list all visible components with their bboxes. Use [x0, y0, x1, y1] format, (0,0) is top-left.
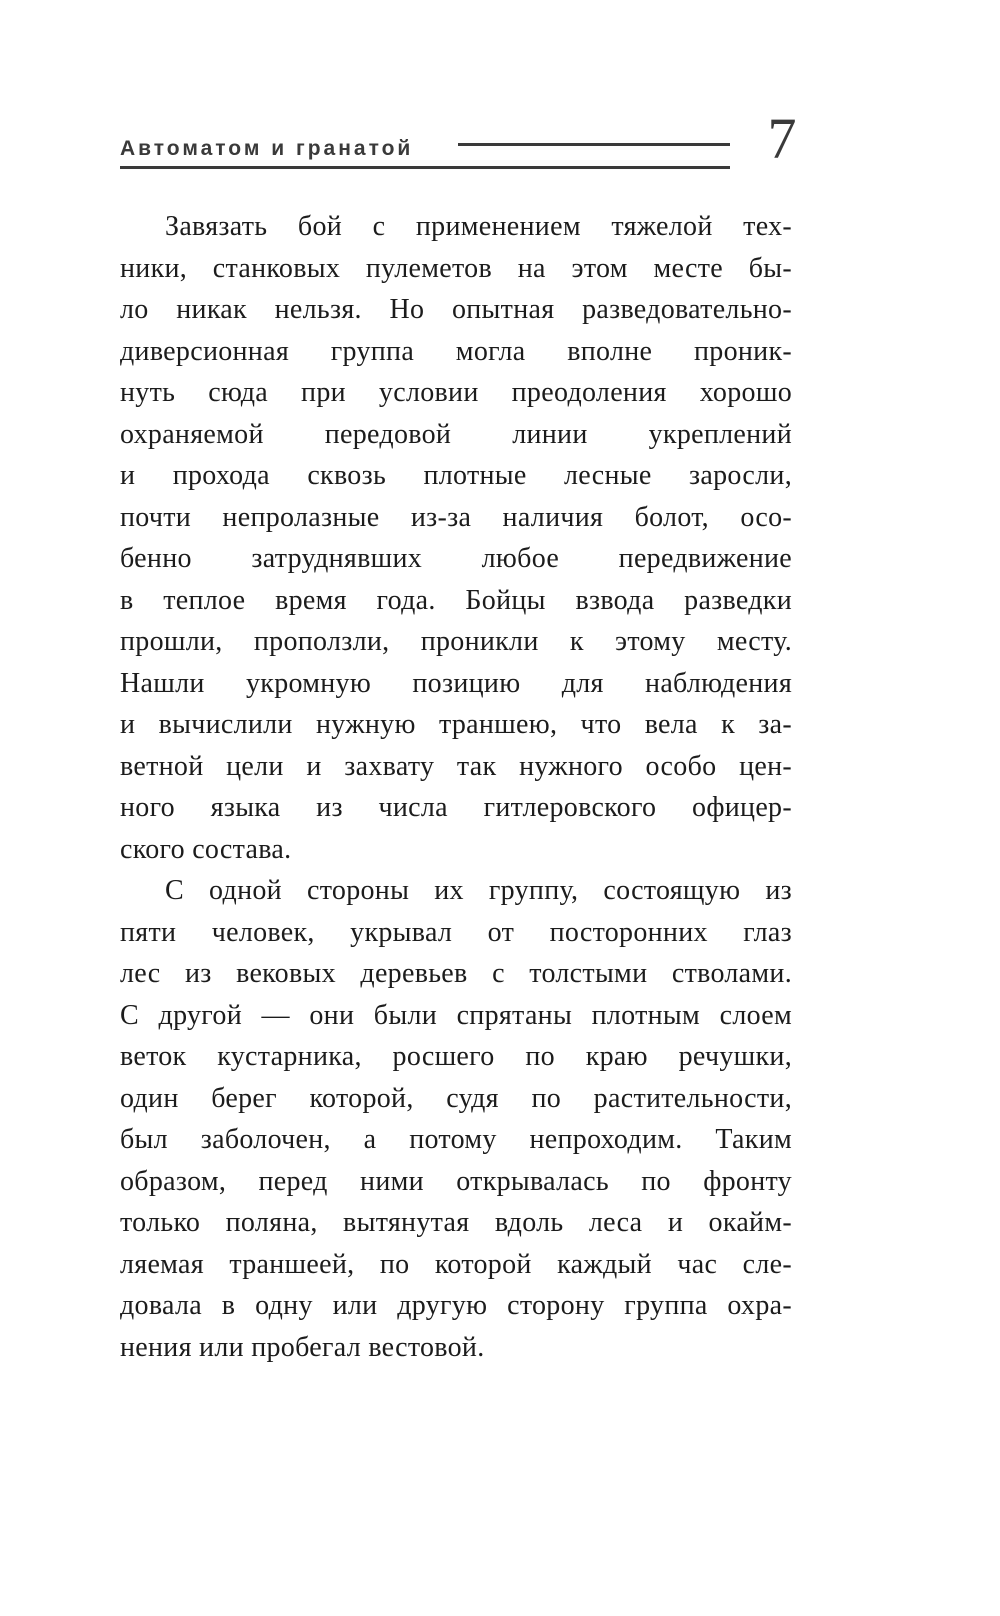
text-line: и вычислили нужную траншею, что вела к за-: [120, 709, 792, 740]
body-text: [120, 206, 792, 1368]
running-title: Автоматом и гранатой: [120, 137, 414, 160]
text-line: веток кустарника, росшего по краю речушки,: [120, 1041, 792, 1072]
text-line: нения или пробегал вестовой.: [120, 1331, 485, 1363]
paragraph: [120, 206, 792, 870]
text-line: нуть сюда при условии преодоления хорошо: [120, 377, 792, 408]
page-number: 7: [767, 106, 797, 171]
text-line: С одной стороны их группу, состоящую из: [165, 875, 792, 906]
text-line: ветной цели и захвату так нужного особо цен-: [120, 750, 792, 782]
text-line: прошли, проползли, проникли к этому месту.: [120, 626, 792, 657]
text-line: лес из вековых деревьев с толстыми стволами.: [120, 958, 792, 989]
header-rule-top: [458, 143, 730, 146]
text-line: почти непролазные из-за наличия болот, осо-: [120, 501, 792, 533]
text-line: охраняемой передовой линии укреплений: [120, 418, 792, 450]
text-line: С другой — они были спрятаны плотным слоем: [120, 999, 792, 1031]
text-line: Завязать бой с применением тяжелой тех-: [165, 211, 792, 242]
text-line: ники, станковых пулеметов на этом месте бы-: [120, 252, 792, 284]
text-line: только поляна, вытянутая вдоль леса и окайм-: [120, 1207, 792, 1238]
text-line: пяти человек, укрывал от посторонних глаз: [120, 916, 792, 948]
paragraph: [120, 870, 792, 1368]
text-line: ского состава.: [120, 833, 292, 865]
text-line: ного языка из числа гитлеровского офицер-: [120, 792, 792, 823]
text-line: и прохода сквозь плотные лесные заросли,: [120, 460, 792, 491]
text-line: был заболочен, а потому непроходим. Таким: [120, 1124, 792, 1155]
text-line: диверсионная группа могла вполне проник-: [120, 335, 792, 367]
text-line: в теплое время года. Бойцы взвода разведки: [120, 584, 792, 616]
page-header: [0, 0, 1000, 200]
text-line: один берег которой, судя по растительности,: [120, 1082, 792, 1114]
text-line: Нашли укромную позицию для наблюдения: [120, 667, 792, 699]
header-rule-bottom: [120, 166, 730, 169]
text-line: бенно затруднявших любое передвижение: [120, 543, 792, 574]
text-line: ляемая траншеей, по которой каждый час сле-: [120, 1248, 792, 1280]
text-line: довала в одну или другую сторону группа охра-: [120, 1290, 792, 1321]
text-line: образом, перед ними открывалась по фронту: [120, 1165, 792, 1197]
text-line: ло никак нельзя. Но опытная разведовательно-: [120, 294, 792, 325]
